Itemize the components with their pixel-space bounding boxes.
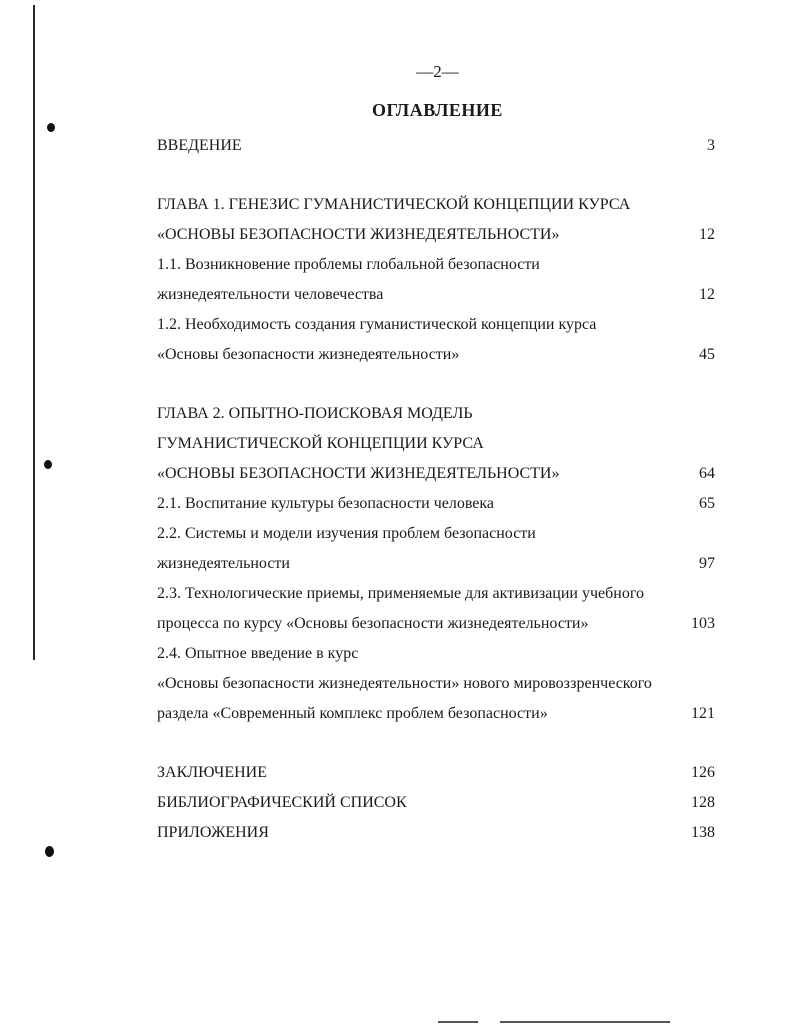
toc-page-number: 128 [691,794,715,811]
toc-entry-text: ЗАКЛЮЧЕНИЕ [157,764,267,781]
toc-entry-text: «ОСНОВЫ БЕЗОПАСНОСТИ ЖИЗНЕДЕЯТЕЛЬНОСТИ» [157,226,560,243]
toc-entry-section-2-3 [157,579,715,639]
toc-entry-conclusion [157,758,715,788]
toc-page-number: 97 [699,555,715,572]
toc-entry-section-2-2 [157,519,715,579]
toc-entry-chapter-1 [157,190,715,250]
toc-entry-text: процесса по курсу «Основы безопасности жизнедеятельности» [157,615,589,632]
toc-entry-text: ГЛАВА 1. ГЕНЕЗИС ГУМАНИСТИЧЕСКОЙ КОНЦЕПЦИИ КУРСА [157,196,631,213]
toc-entry-text: 1.2. Необходимость создания гуманистической концепции курса [157,316,597,333]
toc-entry-text: ПРИЛОЖЕНИЯ [157,824,269,841]
toc-entry-appendices [157,818,715,848]
toc-page-number: 3 [707,137,715,154]
toc-entry-text: «ОСНОВЫ БЕЗОПАСНОСТИ ЖИЗНЕДЕЯТЕЛЬНОСТИ» [157,465,560,482]
toc-entry-text: «Основы безопасности жизнедеятельности» [157,346,460,363]
toc-entry-text: 1.1. Возникновение проблемы глобальной безопасности [157,256,540,273]
table-of-contents [157,131,715,848]
toc-page-number: 65 [699,495,715,512]
toc-entry-section-1-1 [157,250,715,310]
toc-entry-text: 2.3. Технологические приемы, применяемые для активизации учебного [157,585,644,602]
toc-entry-text: БИБЛИОГРАФИЧЕСКИЙ СПИСОК [157,794,407,811]
scan-smudge [438,1021,478,1023]
binder-hole-mark [45,846,54,857]
toc-entry-text: жизнедеятельности [157,555,290,572]
toc-page-number: 126 [691,764,715,781]
toc-entry-introduction [157,131,715,161]
toc-entry-chapter-2 [157,399,715,489]
page-number: —2— [416,62,459,81]
toc-entry-text: ГЛАВА 2. ОПЫТНО-ПОИСКОВАЯ МОДЕЛЬ [157,405,473,422]
toc-page-number: 103 [691,615,715,632]
toc-entry-section-1-2 [157,310,715,370]
toc-page-number: 12 [699,286,715,303]
toc-page-number: 64 [699,465,715,482]
toc-entry-bibliography [157,788,715,818]
toc-entry-text: ГУМАНИСТИЧЕСКОЙ КОНЦЕПЦИИ КУРСА [157,435,484,452]
toc-entry-text: 2.4. Опытное введение в курс [157,645,359,662]
toc-entry-text: раздела «Современный комплекс проблем безопасности» [157,705,548,722]
toc-page-number: 45 [699,346,715,363]
binder-hole-mark [47,123,55,132]
toc-entry-text: жизнедеятельности человечества [157,286,384,303]
toc-entry-text: «Основы безопасности жизнедеятельности» нового мировоззренческого [157,675,652,692]
toc-entry-section-2-1 [157,489,715,519]
toc-page-number: 12 [699,226,715,243]
toc-entry-text: ВВЕДЕНИЕ [157,137,242,154]
toc-page-number: 121 [691,705,715,722]
toc-page-number: 138 [691,824,715,841]
toc-entry-text: 2.1. Воспитание культуры безопасности человека [157,495,495,512]
toc-entry-section-2-4 [157,639,715,729]
scan-smudge [500,1021,670,1023]
toc-entry-text: 2.2. Системы и модели изучения проблем безопасности [157,525,536,542]
toc-title: ОГЛАВЛЕНИЕ [372,100,503,120]
binder-hole-mark [44,460,52,469]
